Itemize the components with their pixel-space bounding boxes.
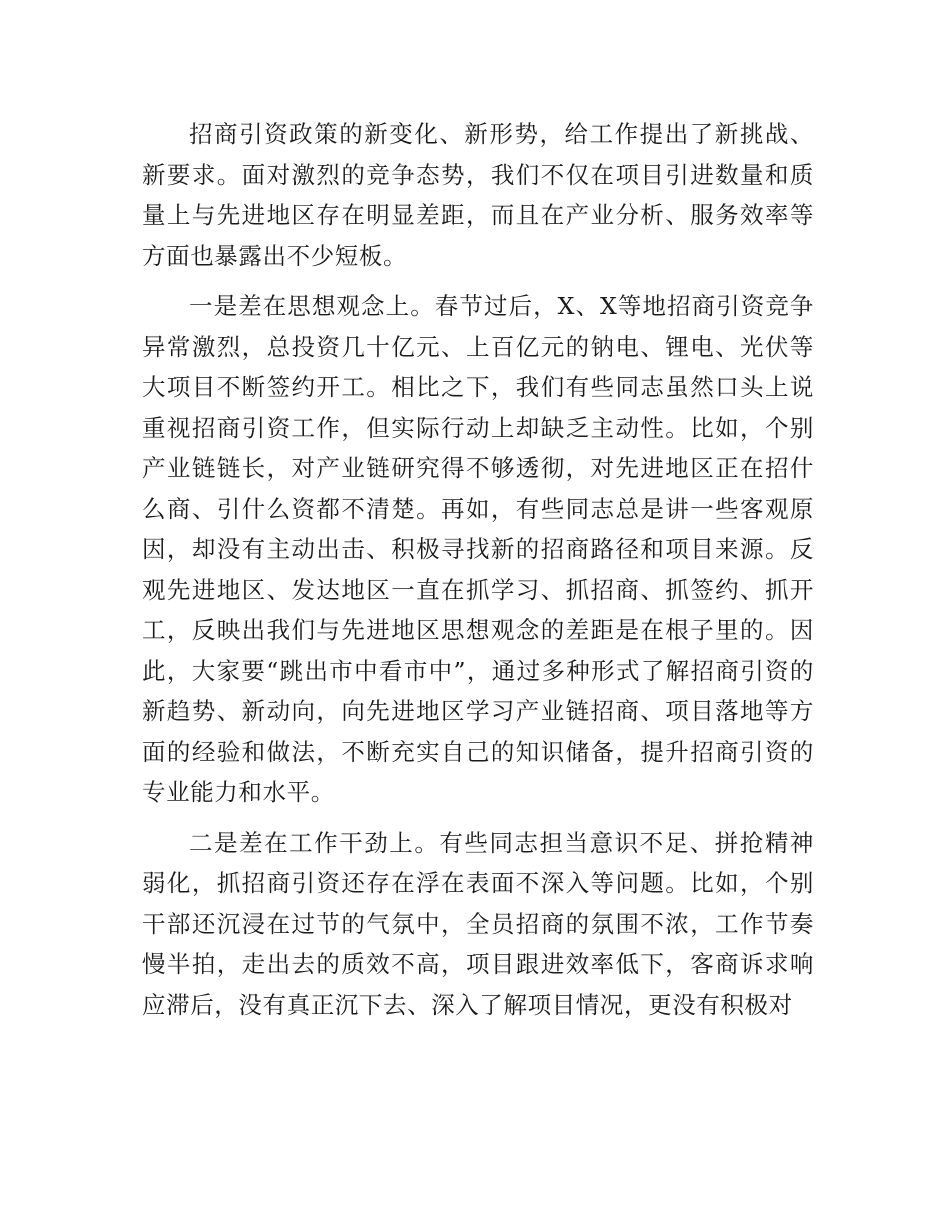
paragraph-intro: 招商引资政策的新变化、新形势，给工作提出了新挑战、新要求。面对激烈的竞争态势，我们不仅在项目引进数量和质量上与先进地区存在明显差距，而且在产业分析、服务效率等方面也暴露出不少短板。 [142,120,814,270]
document-body [142,114,814,1035]
paragraph-thinking-gap: 一是差在思想观念上。春节过后，X、X等地招商引资竞争异常激烈，总投资几十亿元、上百亿元的钠电、锂电、光伏等大项目不断签约开工。相比之下，我们有些同志虽然口头上说重视招商引资工作，但实际行动上却缺乏主动性。比如，个别产业链链长，对产业链研究得不够透彻，对先进地区正在招什么商、引什么资都不清楚。再如，有些同志总是讲一些客观原因，却没有主动出击、积极寻找新的招商路径和项目来源。反观先进地区、发达地区一直在抓学习、抓招商、抓签约、抓开工，反映出我们与先进地区思想观念的差距是在根子里的。因此，大家要“跳出市中看市中”，通过多种形式了解招商引资的新趋势、新动向，向先进地区学习产业链招商、项目落地等方面的经验和做法，不断充实自己的知识储备，提升招商引资的专业能力和水平。 [142,292,814,806]
paragraph-work-drive-gap: 二是差在工作干劲上。有些同志担当意识不足、拼抢精神弱化，抓招商引资还存在浮在表面不深入等问题。比如，个别干部还沉浸在过节的气氛中，全员招商的氛围不浓，工作节奏慢半拍，走出去的质效不高，项目跟进效率低下，客商诉求响应滞后，没有真正沉下去、深入了解项目情况，更没有积极对 [142,828,814,1019]
